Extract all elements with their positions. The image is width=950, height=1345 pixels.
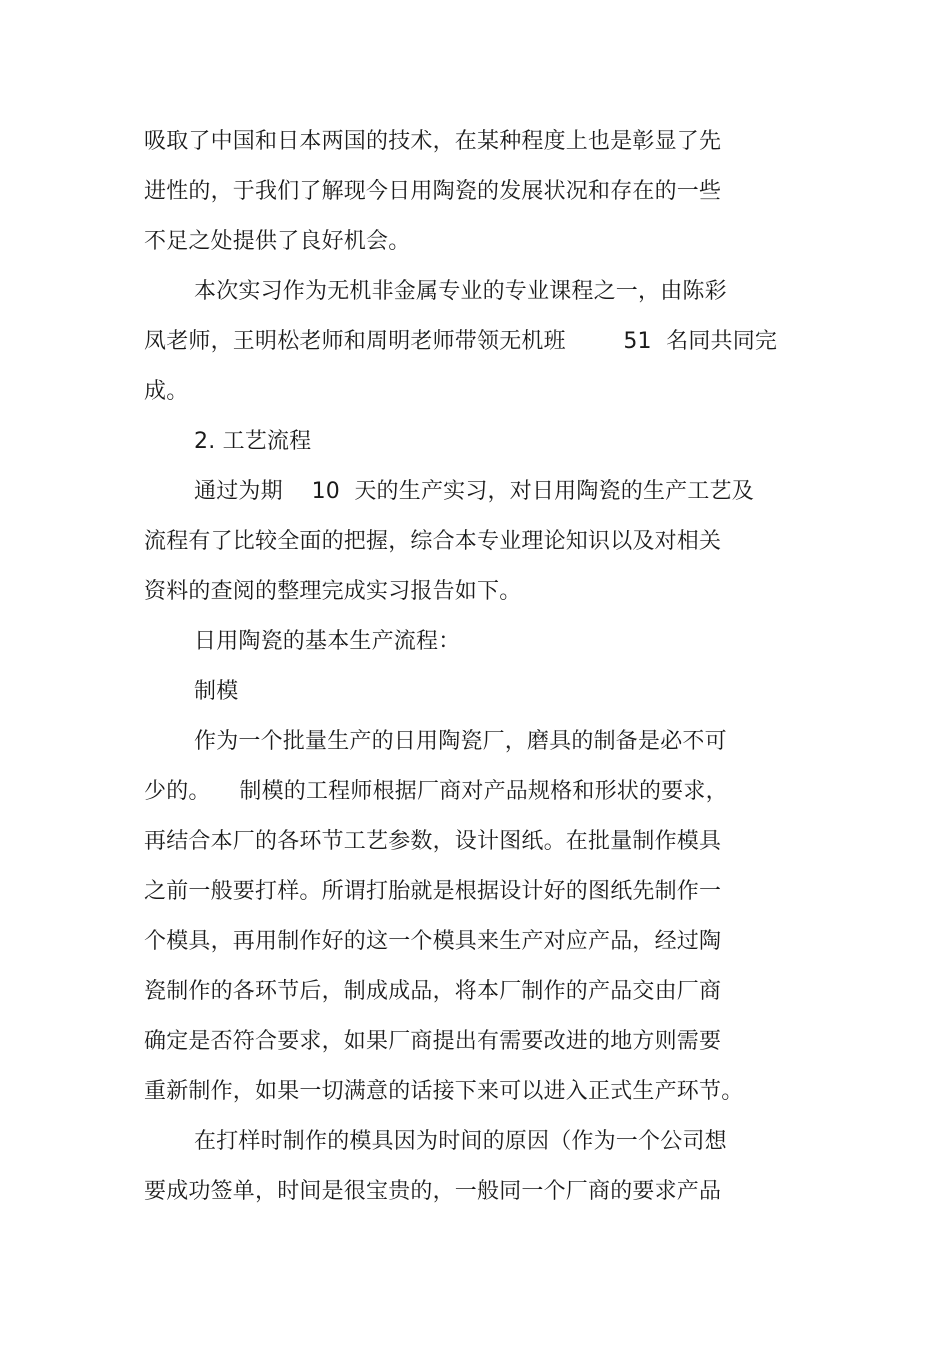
subheading: 日用陶瓷的基本生产流程： bbox=[194, 629, 461, 654]
text-line: 成。 bbox=[144, 379, 189, 404]
text-line: 之前一般要打样。所谓打胎就是根据设计好的图纸先制作一 bbox=[144, 879, 722, 904]
text-line: 吸取了中国和日本两国的技术，在某种程度上也是彰显了先 bbox=[144, 129, 722, 154]
paragraph-start: 通过为期 10 天的生产实习，对日用陶瓷的生产工艺及 bbox=[194, 479, 754, 504]
text-line: 不足之处提供了良好机会。 bbox=[144, 229, 411, 254]
text-line: 流程有了比较全面的把握，综合本专业理论知识以及对相关 bbox=[144, 529, 722, 554]
text-line: 个模具，再用制作好的这一个模具来生产对应产品，经过陶 bbox=[144, 929, 722, 954]
text-line: 进性的，于我们了解现今日用陶瓷的发展状况和存在的一些 bbox=[144, 179, 722, 204]
subheading: 制模 bbox=[194, 679, 239, 704]
section-heading: 2. 工艺流程 bbox=[194, 429, 312, 454]
text-line: 凤老师，王明松老师和周明老师带领无机班 51 名同共同完 bbox=[144, 329, 778, 354]
text-line: 确定是否符合要求，如果厂商提出有需要改进的地方则需要 bbox=[144, 1029, 722, 1054]
text-line: 资料的查阅的整理完成实习报告如下。 bbox=[144, 579, 522, 604]
paragraph-start: 本次实习作为无机非金属专业的专业课程之一，由陈彩 bbox=[194, 279, 727, 304]
text-line: 重新制作，如果一切满意的话接下来可以进入正式生产环节。 bbox=[144, 1079, 744, 1104]
text-line: 瓷制作的各环节后，制成成品，将本厂制作的产品交由厂商 bbox=[144, 979, 722, 1004]
paragraph-start: 作为一个批量生产的日用陶瓷厂，磨具的制备是必不可 bbox=[194, 729, 727, 754]
text-line: 少的。 制模的工程师根据厂商对产品规格和形状的要求， bbox=[144, 779, 728, 804]
text-line: 再结合本厂的各环节工艺参数，设计图纸。在批量制作模具 bbox=[144, 829, 722, 854]
text-line: 要成功签单，时间是很宝贵的，一般同一个厂商的要求产品 bbox=[144, 1179, 722, 1204]
paragraph-start: 在打样时制作的模具因为时间的原因（作为一个公司想 bbox=[194, 1129, 727, 1154]
